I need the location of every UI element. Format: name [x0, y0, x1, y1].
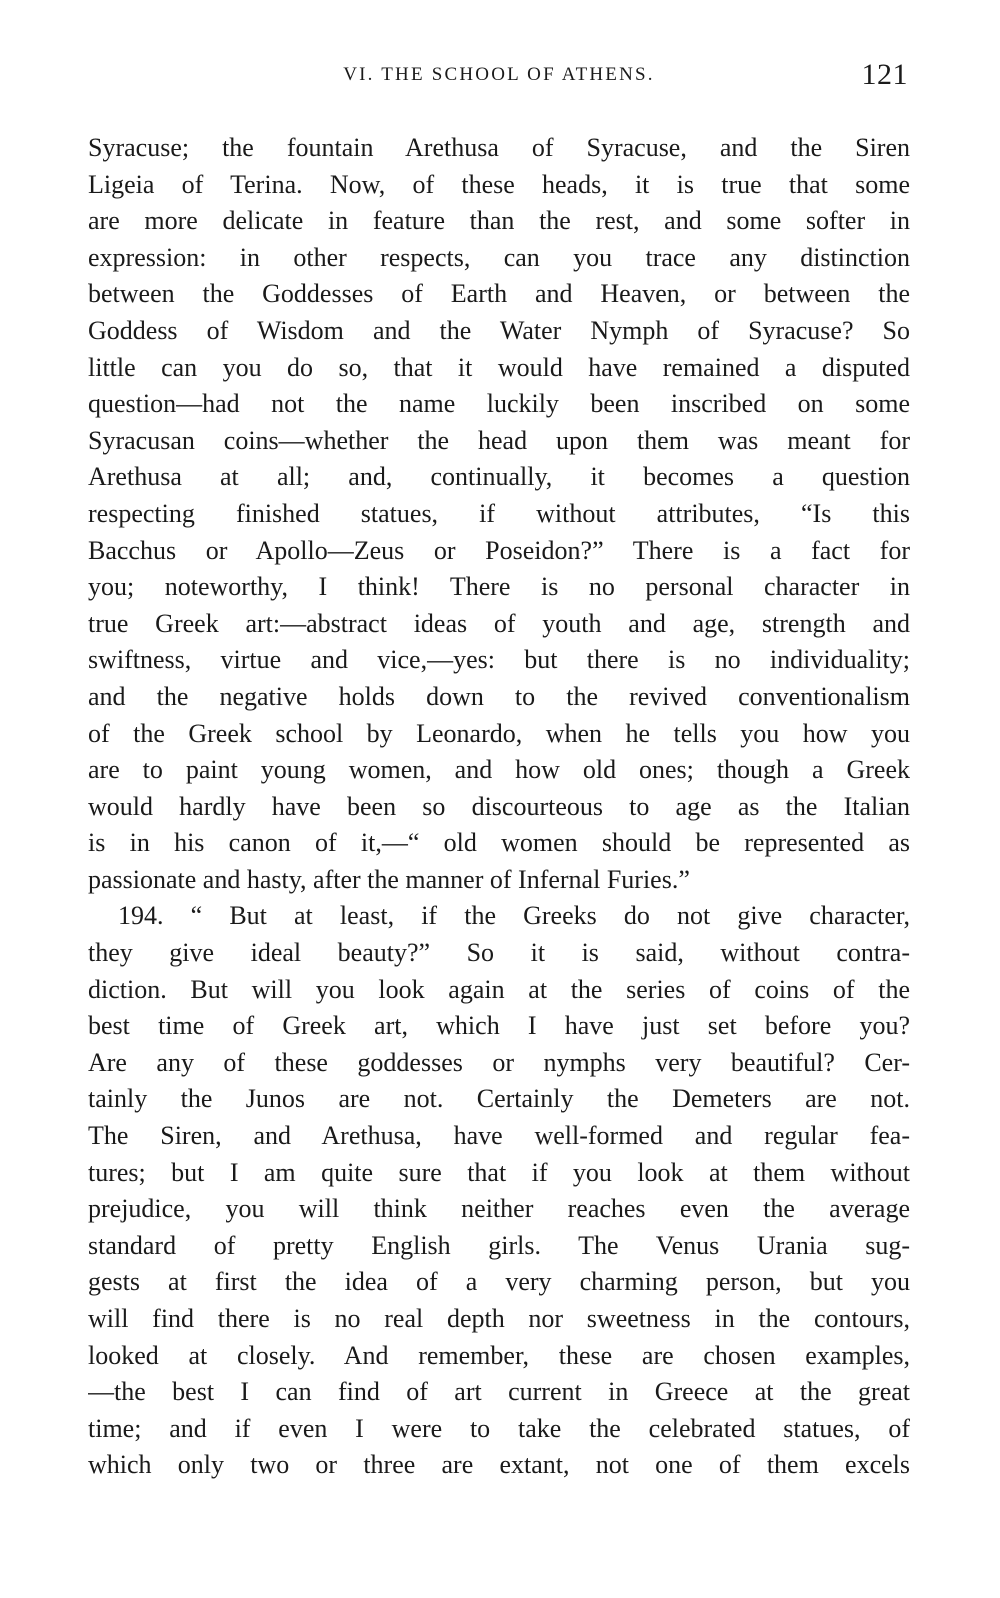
text-line: prejudice, you will think neither reaches even the average	[88, 1194, 910, 1224]
body-text	[88, 130, 910, 1484]
text-line: The Siren, and Arethusa, have well-formed and regular fea-	[88, 1121, 910, 1151]
text-line: question—had not the name luckily been inscribed on some	[88, 389, 910, 419]
text-line: are to paint young women, and how old ones; though a Greek	[88, 755, 910, 785]
text-line: respecting finished statues, if without attributes, “Is this	[88, 498, 910, 528]
text-line: between the Goddesses of Earth and Heaven, or between the	[88, 279, 910, 309]
text-line: —the best I can find of art current in Greece at the great	[88, 1377, 910, 1407]
text-line: best time of Greek art, which I have just set before you?	[88, 1011, 910, 1041]
text-line: Arethusa at all; and, continually, it becomes a question	[88, 462, 910, 492]
running-head	[88, 58, 910, 98]
text-line: little can you do so, that it would have remained a disputed	[88, 352, 910, 382]
text-line: would hardly have been so discourteous to age as the Italian	[88, 791, 910, 821]
text-line: standard of pretty English girls. The Venus Urania sug-	[88, 1230, 910, 1260]
text-line: is in his canon of it,—“ old women should be represented as	[88, 828, 910, 858]
text-line: Goddess of Wisdom and the Water Nymph of Syracuse? So	[88, 315, 910, 345]
text-line: of the Greek school by Leonardo, when he tells you how you	[88, 718, 910, 748]
text-line: Syracuse; the fountain Arethusa of Syracuse, and the Siren	[88, 133, 910, 162]
text-line: Syracusan coins—whether the head upon them was meant for	[88, 425, 910, 455]
text-line: are more delicate in feature than the rest, and some softer in	[88, 206, 910, 236]
text-line: expression: in other respects, can you trace any distinction	[88, 242, 910, 272]
text-line: tures; but I am quite sure that if you look at them without	[88, 1157, 910, 1187]
text-line: looked at closely. And remember, these are chosen examples,	[88, 1340, 910, 1370]
text-line: time; and if even I were to take the celebrated statues, of	[88, 1413, 910, 1443]
text-line: will find there is no real depth nor sweetness in the contours,	[88, 1304, 910, 1333]
text-line: diction. But will you look again at the series of coins of the	[88, 974, 910, 1004]
text-line: and the negative holds down to the revived conventionalism	[88, 681, 910, 711]
text-line: you; noteworthy, I think! There is no personal character in	[88, 572, 910, 602]
text-line: tainly the Junos are not. Certainly the Demeters are not.	[88, 1084, 910, 1114]
text-line: swiftness, virtue and vice,—yes: but there is no individuality;	[88, 645, 910, 675]
text-line: which only two or three are extant, not one of them excels	[88, 1450, 910, 1480]
text-line: gests at first the idea of a very charming person, but you	[88, 1267, 910, 1297]
text-line: Bacchus or Apollo—Zeus or Poseidon?” There is a fact for	[88, 535, 910, 565]
running-title: VI. THE SCHOOL OF ATHENS.	[343, 64, 655, 85]
text-line: Are any of these goddesses or nymphs very beautiful? Cer-	[88, 1047, 910, 1077]
text-line: true Greek art:—abstract ideas of youth and age, strength and	[88, 608, 910, 638]
page-number: 121	[861, 58, 908, 91]
text-line: they give ideal beauty?” So it is said, without contra-	[88, 938, 910, 968]
section-194-start-line: 194. “ But at least, if the Greeks do not give character,	[118, 901, 910, 931]
paragraph-end-line: passionate and hasty, after the manner of Infernal Furies.”	[88, 864, 690, 894]
text-line: Ligeia of Terina. Now, of these heads, it is true that some	[88, 169, 910, 199]
